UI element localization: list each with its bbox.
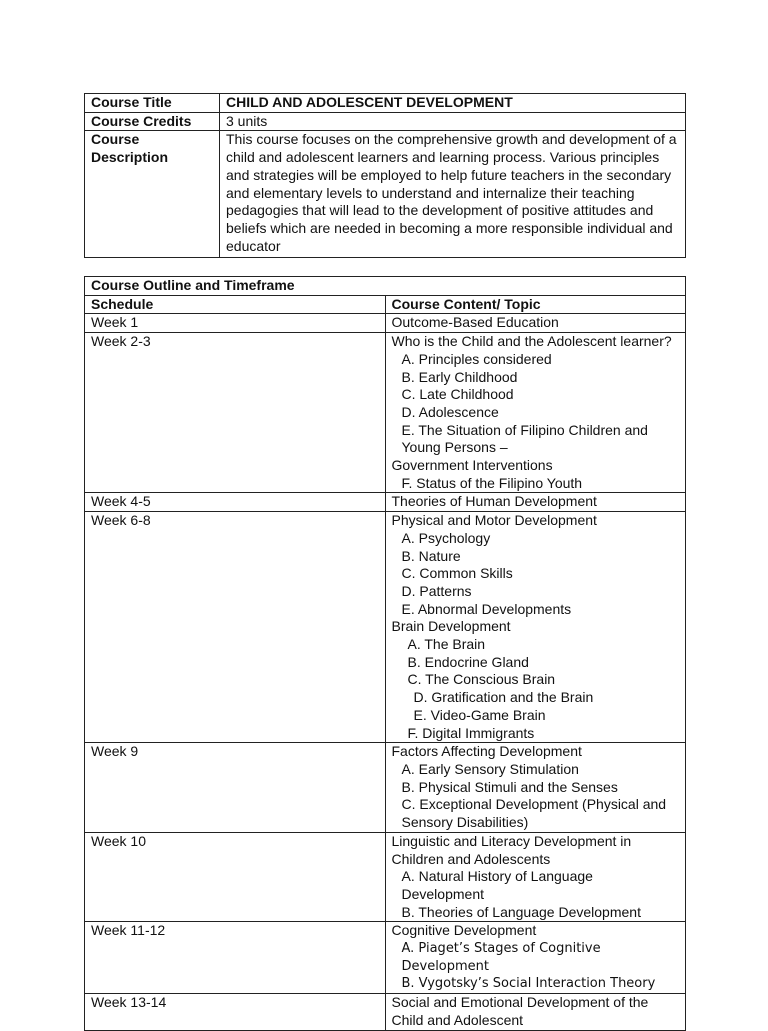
subtopic: A. Natural History of Language Development: [401, 868, 593, 902]
subtopic: A. Psychology: [401, 529, 491, 546]
table-row: [85, 512, 686, 743]
topic-cell: Theories of Human Development: [385, 493, 686, 512]
subtopic: A. The Brain: [407, 636, 486, 653]
topic-header: Course Content/ Topic: [385, 295, 686, 314]
schedule-header: Schedule: [85, 295, 386, 314]
subtopic: A. Early Sensory Stimulation: [401, 760, 579, 777]
table-row: [85, 743, 686, 833]
subtopic: D. Gratification and the Brain: [413, 689, 594, 706]
course-credits-label: Course Credits: [85, 112, 220, 131]
subtopic: B. Vygotsky’s Social Interaction Theory: [401, 976, 656, 992]
table-row: [85, 832, 686, 922]
subtopic: A. Piaget’s Stages of Cognitive Development: [401, 941, 601, 974]
topic-title: Who is the Child and the Adolescent learner?: [391, 333, 672, 350]
subtopic: E. The Situation of Filipino Children and Young Persons –: [401, 421, 648, 456]
topic-cell: [385, 512, 686, 743]
course-title-value: CHILD AND ADOLESCENT DEVELOPMENT: [220, 94, 686, 113]
week-cell: Week 1: [85, 314, 386, 333]
subtopic: A. Principles considered: [401, 350, 552, 367]
subtopic: B. Early Childhood: [401, 368, 518, 385]
topic-cell: [385, 832, 686, 922]
topic-title: Factors Affecting Development: [391, 743, 582, 760]
subtopic: C. Exceptional Development (Physical and Sensory Disabilities): [401, 796, 667, 831]
subtopic: B. Theories of Language Development: [401, 903, 641, 920]
course-credits-value: 3 units: [220, 112, 686, 131]
subtopic: D. Patterns: [401, 582, 472, 599]
subtopic: F. Status of the Filipino Youth: [401, 474, 583, 491]
topic-cell: Outcome-Based Education: [385, 314, 686, 333]
subtopic: B. Physical Stimuli and the Senses: [401, 778, 618, 795]
subtopic: C. Common Skills: [401, 565, 513, 582]
course-description-row: [85, 131, 686, 258]
subtopic-continuation: Government Interventions: [391, 457, 553, 474]
subtopic: F. Digital Immigrants: [407, 724, 535, 741]
course-credits-row: [85, 112, 686, 131]
topic-title: Brain Development: [391, 618, 511, 635]
table-row: [85, 333, 686, 493]
course-description-label: Course Description: [85, 131, 220, 258]
topic-cell: [385, 743, 686, 833]
outline-header-row: [85, 295, 686, 314]
week-cell: Week 4-5: [85, 493, 386, 512]
topic-cell: [385, 922, 686, 994]
course-info-table: [84, 93, 686, 258]
subtopic: B. Endocrine Gland: [407, 653, 529, 670]
course-title-label: Course Title: [85, 94, 220, 113]
topic-title: Physical and Motor Development: [391, 512, 597, 529]
subtopic: C. Late Childhood: [401, 386, 514, 403]
subtopic: C. The Conscious Brain: [407, 671, 556, 688]
subtopic: E. Abnormal Developments: [401, 600, 572, 617]
week-cell: Week 9: [85, 743, 386, 833]
subtopic: D. Adolescence: [401, 403, 499, 420]
week-cell: Week 13-14: [85, 994, 386, 1030]
subtopic: B. Nature: [401, 547, 461, 564]
table-row: [85, 493, 686, 512]
table-row: [85, 314, 686, 333]
course-outline-table: [84, 276, 686, 1031]
table-row: [85, 922, 686, 994]
topic-cell: [385, 333, 686, 493]
outline-heading: Course Outline and Timeframe: [85, 277, 686, 296]
topic-title: Cognitive Development: [391, 922, 537, 939]
week-cell: Week 6-8: [85, 512, 386, 743]
course-description-value: This course focuses on the comprehensive growth and development of a child and adolescent learners and learning process. Various principles and strategies will be employed to help future teachers in the secondary and elementary levels to understand and internalize their teaching pedagogies that will lead to the development of positive attitudes and beliefs which are needed in becoming a more responsible individual and educator: [220, 131, 686, 258]
week-cell: Week 10: [85, 832, 386, 922]
subtopic: E. Video-Game Brain: [413, 706, 546, 723]
course-title-row: [85, 94, 686, 113]
topic-title: Linguistic and Literacy Development in Children and Adolescents: [391, 832, 632, 867]
table-row: [85, 994, 686, 1030]
week-cell: Week 2-3: [85, 333, 386, 493]
topic-cell: Social and Emotional Development of the Child and Adolescent: [385, 994, 686, 1030]
week-cell: Week 11-12: [85, 922, 386, 994]
outline-heading-row: [85, 277, 686, 296]
